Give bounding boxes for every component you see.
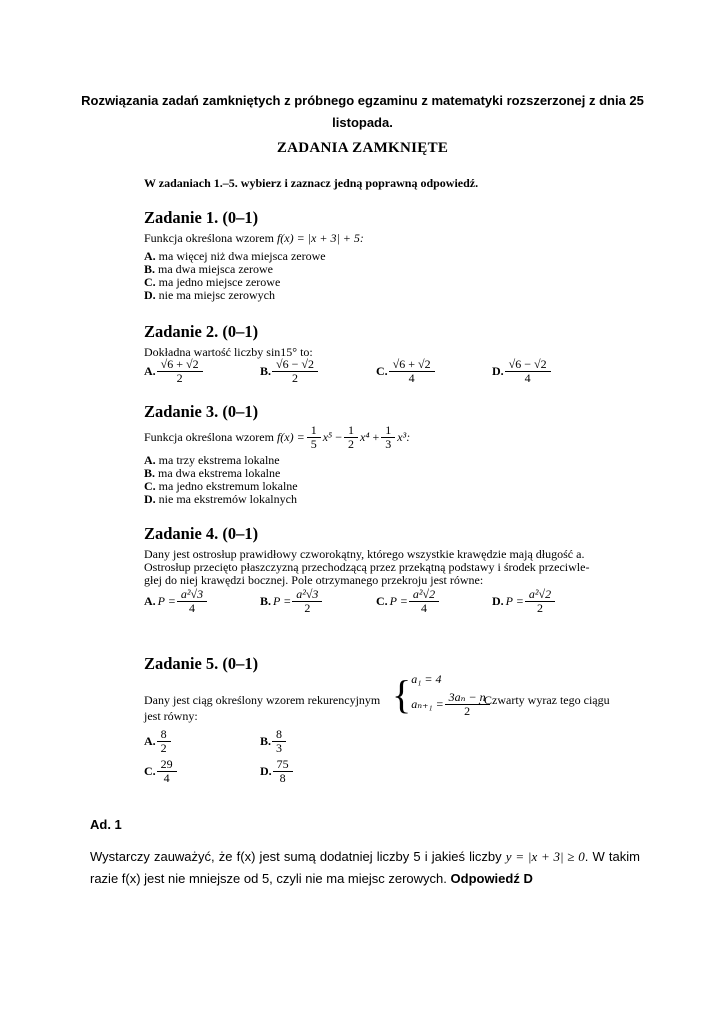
task-1-option-d[interactable]: D. nie ma miejsc zerowych bbox=[144, 288, 275, 302]
task-2-option-d[interactable]: D. $\frac{√6 - √2}{4}$ bbox=[492, 358, 550, 385]
solution-text bbox=[90, 846, 640, 890]
solution-text-part-2: . W takim razie f(x) jest nie mniejsze od 5, czyli nie ma miejsc zerowych. bbox=[90, 849, 640, 886]
system-line-1: a₁ = 4 bbox=[411, 672, 442, 686]
header-line-1: Rozwiązania zadań zamkniętych z próbnego egzaminu z matematyki rozszerzonej z dnia 25 bbox=[81, 93, 644, 108]
task-4-title: Zadanie 4. (0–1) bbox=[144, 524, 259, 543]
task-1-prompt-text: Funkcja określona wzorem bbox=[144, 231, 274, 245]
task-3-term-2-op: + bbox=[372, 430, 380, 444]
task-5-prompt-suffix: . Czwarty wyraz tego ciągu bbox=[478, 693, 610, 707]
system-brace: { bbox=[392, 672, 412, 717]
task-3-option-c[interactable]: C. ma jedno ekstremum lokalne bbox=[144, 479, 298, 493]
task-5-option-d[interactable]: D. $\frac{75}{8}$ bbox=[260, 758, 292, 785]
task-3-term-1-op: − bbox=[335, 430, 342, 444]
task-3-formula-start: f(x) = bbox=[276, 430, 305, 444]
task-4-prompt-line-3: głej do niej krawędzi bocznej. Pole otrzymanego przekroju jest równe: bbox=[144, 573, 484, 587]
task-3-term-1-pow: x⁵ bbox=[322, 430, 333, 444]
task-4-option-b[interactable]: B. P = $\frac{\text{a²√3}}{2}$ bbox=[260, 588, 321, 615]
task-3-option-b[interactable]: B. ma dwa ekstrema lokalne bbox=[144, 466, 281, 480]
task-3-term-2-pow: x⁴ bbox=[360, 430, 370, 444]
solution-answer: Odpowiedź D bbox=[450, 871, 533, 886]
system-line-2: aₙ₊₁ = $\frac{\text{3aₙ − n}}{2}$ bbox=[411, 691, 488, 718]
instruction: W zadaniach 1.–5. wybierz i zaznacz jedną poprawną odpowiedź. bbox=[144, 176, 479, 190]
task-1-formula: f(x) = |x + 3| + 5: bbox=[276, 231, 364, 245]
task-1-option-b[interactable]: B. ma dwa miejsca zerowe bbox=[144, 262, 273, 276]
task-3-prompt bbox=[144, 424, 410, 451]
task-5-prompt-text: Dany jest ciąg określony wzorem rekurencyjnym bbox=[144, 693, 381, 707]
task-1-option-a[interactable]: A. ma więcej niż dwa miejsca zerowe bbox=[144, 249, 326, 263]
task-4-prompt-line-2: Ostrosłup przecięto płaszczyzną przechodzącą przez przekątną podstawy i środek przeciwle- bbox=[144, 560, 590, 574]
task-5-option-b[interactable]: B. $\frac{8}{3}$ bbox=[260, 728, 285, 755]
task-2-title: Zadanie 2. (0–1) bbox=[144, 322, 259, 341]
task-5-option-c[interactable]: C. $\frac{29}{4}$ bbox=[144, 758, 176, 785]
task-2-option-b[interactable]: B. $\frac{√6 - √2}{2}$ bbox=[260, 358, 317, 385]
task-4-prompt-line-1: Dany jest ostrosłup prawidłowy czworokątny, którego wszystkie krawędzie mają długość a. bbox=[144, 547, 585, 561]
task-3-prompt-text: Funkcja określona wzorem bbox=[144, 430, 274, 444]
task-3-term-3-pow: x³: bbox=[397, 430, 411, 444]
task-4-option-a[interactable]: A. P = $\frac{\text{a²√3}}{4}$ bbox=[144, 588, 206, 615]
task-2-option-a[interactable]: A. $\frac{√6 + √2}{2}$ bbox=[144, 358, 202, 385]
task-1-option-c[interactable]: C. ma jedno miejsce zerowe bbox=[144, 275, 281, 289]
solution-heading: Ad. 1 bbox=[90, 817, 122, 832]
task-3-term-1-frac: $\frac{1}{5}$ bbox=[309, 424, 319, 451]
task-3-option-d[interactable]: D. nie ma ekstremów lokalnych bbox=[144, 492, 297, 506]
section-title: ZADANIA ZAMKNIĘTE bbox=[276, 140, 449, 156]
task-2-prompt: Dokładna wartość liczby sin15° to: bbox=[144, 345, 313, 359]
solution-math: y = |x + 3| ≥ 0 bbox=[505, 849, 585, 864]
document-header bbox=[80, 90, 645, 134]
task-3-term-3-frac: $\frac{1}{3}$ bbox=[383, 424, 393, 451]
task-3-term-2-frac: $\frac{1}{2}$ bbox=[346, 424, 356, 451]
header-line-2: listopada. bbox=[332, 115, 393, 130]
task-5-title: Zadanie 5. (0–1) bbox=[144, 654, 259, 673]
task-1-prompt bbox=[144, 232, 364, 245]
task-3-options bbox=[144, 454, 298, 506]
solution-text-part-1: Wystarczy zauważyć, że f(x) jest sumą dodatniej liczby 5 i jakieś liczby bbox=[90, 849, 506, 864]
task-1-title: Zadanie 1. (0–1) bbox=[144, 208, 259, 227]
task-3-option-a[interactable]: A. ma trzy ekstrema lokalne bbox=[144, 453, 280, 467]
task-1-options bbox=[144, 250, 326, 302]
task-4-prompt bbox=[144, 548, 624, 587]
task-2-option-c[interactable]: C. $\frac{√6 + √2}{4}$ bbox=[376, 358, 434, 385]
task-5-recursive-system bbox=[392, 672, 489, 718]
task-5-prompt-line-2: jest równy: bbox=[144, 709, 198, 723]
task-4-option-d[interactable]: D. P = $\frac{\text{a²√2}}{2}$ bbox=[492, 588, 554, 615]
task-5-option-a[interactable]: A. $\frac{8}{2}$ bbox=[144, 728, 170, 755]
task-3-title: Zadanie 3. (0–1) bbox=[144, 402, 259, 421]
task-4-option-c[interactable]: C. P = $\frac{\text{a²√2}}{4}$ bbox=[376, 588, 438, 615]
